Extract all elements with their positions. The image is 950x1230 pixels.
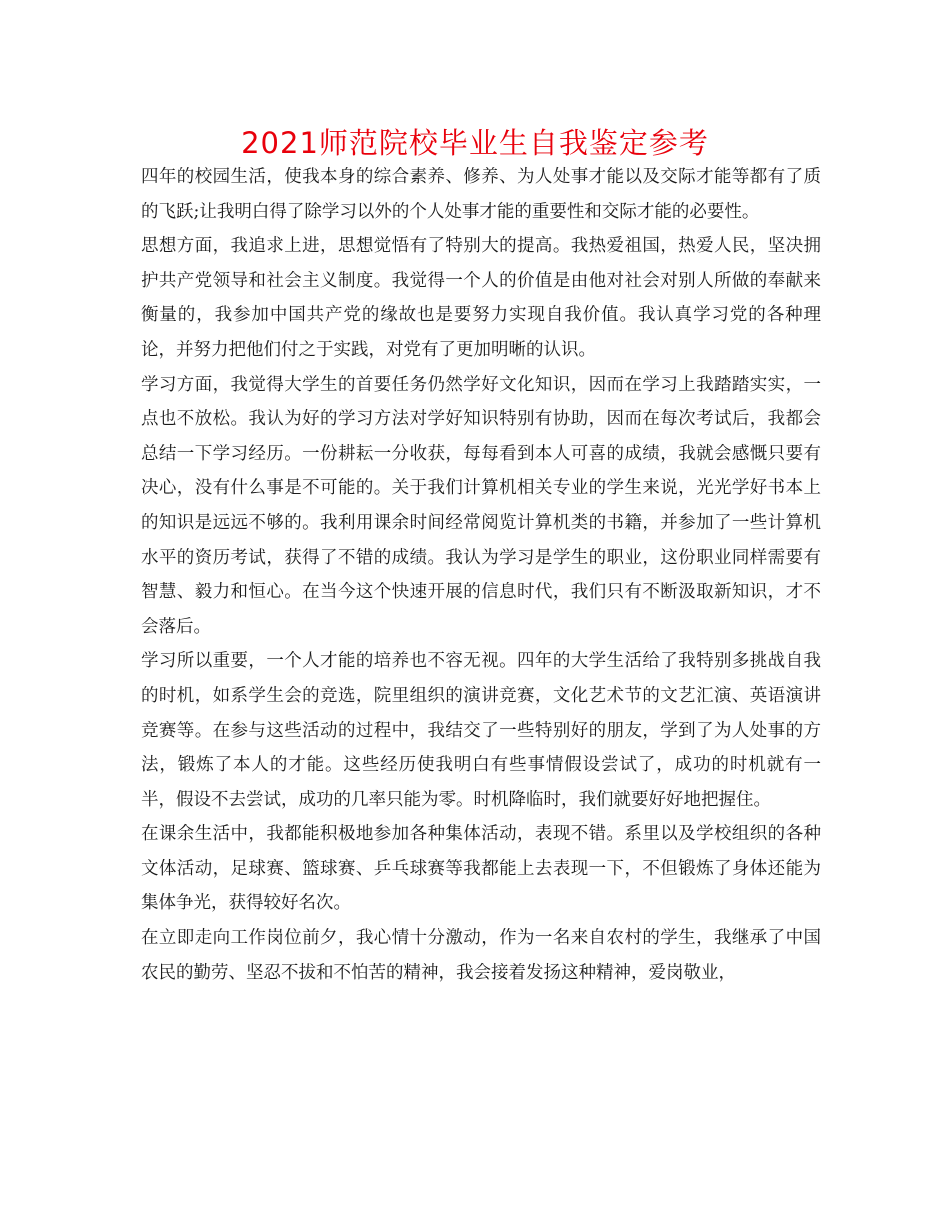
paragraph-ability: 学习所以重要，一个人才能的培养也不容无视。四年的大学生活给了我特别多挑战自我的时机，如系学生会的竞选，院里组织的演讲竞赛，文化艺术节的文艺汇演、英语演讲竞赛等。在参与这些活动的过程中，我结交了一些特别好的朋友，学到了为人处事的方法，锻炼了本人的才能。这些经历使我明白有些事情假设尝试了，成功的时机就有一半，假设不去尝试，成功的几率只能为零。时机降临时，我们就要好好地把握住。 [141,651,821,810]
paragraph-extracurricular: 在课余生活中，我都能积极地参加各种集体活动，表现不错。系里以及学校组织的各种文体活动，足球赛、篮球赛、乒乓球赛等我都能上去表现一下，不但锻炼了身体还能为集体争光，获得较好名次。 [141,824,821,914]
document-title: 2021师范院校毕业生自我鉴定参考 [241,126,709,160]
paragraph-career: 在立即走向工作岗位前夕，我心情十分激动，作为一名来自农村的学生，我继承了中国农民的勤劳、坚忍不拔和不怕苦的精神，我会接着发扬这种精神，爱岗敬业， [141,928,821,983]
paragraph-study: 学习方面，我觉得大学生的首要任务仍然学好文化知识，因而在学习上我踏踏实实，一点也不放松。我认为好的学习方法对学好知识特别有协助，因而在每次考试后，我都会总结一下学习经历。一份耕耘一分收获，每每看到本人可喜的成绩，我就会感慨只要有决心，没有什么事是不可能的。关于我们计算机相关专业的学生来说，光光学好书本上的知识是远远不够的。我利用课余时间经常阅览计算机类的书籍，并参加了一些计算机水平的资历考试，获得了不错的成绩。我认为学习是学生的职业，这份职业同样需要有智慧、毅力和恒心。在当今这个快速开展的信息时代，我们只有不断汲取新知识，才不会落后。 [141,374,821,637]
paragraph-thought: 思想方面，我追求上进，思想觉悟有了特别大的提高。我热爱祖国，热爱人民，坚决拥护共产党领导和社会主义制度。我觉得一个人的价值是由他对社会对别人所做的奉献来衡量的，我参加中国共产党的缘故也是要努力实现自我价值。我认真学习党的各种理论，并努力把他们付之于实践，对党有了更加明晰的认识。 [141,236,821,360]
paragraph-intro: 四年的校园生活，使我本身的综合素养、修养、为人处事才能以及交际才能等都有了质的飞跃;让我明白得了除学习以外的个人处事才能的重要性和交际才能的必要性。 [141,167,821,222]
document-body [141,160,821,990]
